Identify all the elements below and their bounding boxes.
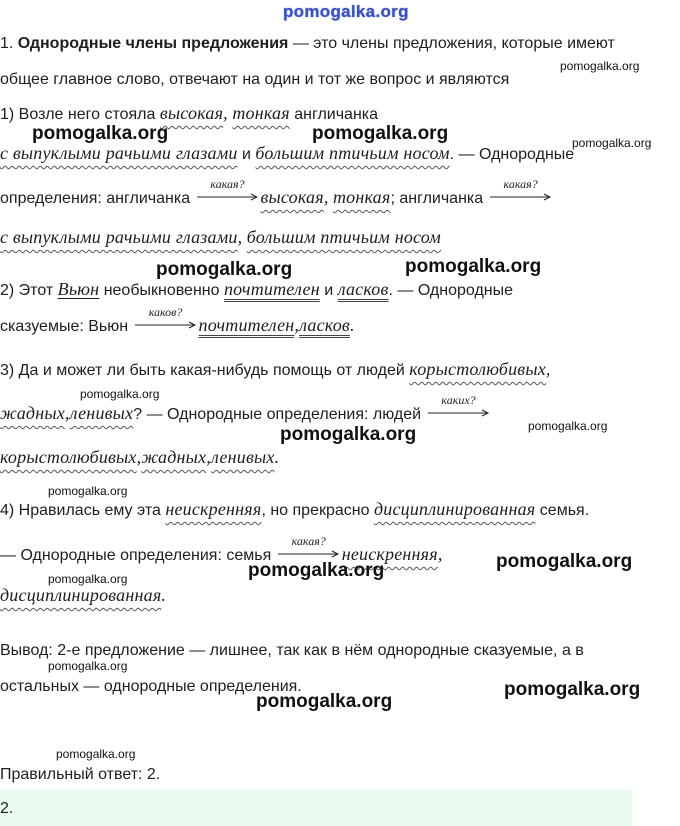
s3-end: . xyxy=(274,447,280,467)
watermark: pomogalka.org xyxy=(280,424,417,445)
s4-prefix: 4) Нравилась ему эта xyxy=(0,502,166,519)
s4-end: . xyxy=(161,585,167,605)
s1-after: англичанка xyxy=(289,106,379,123)
question-arrow-icon xyxy=(135,305,197,331)
s2-prefix: 2) Этот xyxy=(0,282,58,299)
answer-box xyxy=(0,790,632,826)
watermark: pomogalka.org xyxy=(312,123,449,144)
s1-phrase-2: большим птичьим носом xyxy=(255,143,450,163)
question-arrow-icon xyxy=(278,534,340,560)
watermark: pomogalka.org xyxy=(156,259,293,280)
task-definition-line-1 xyxy=(0,33,615,55)
s4-word-2b: дисциплинированная xyxy=(0,585,162,605)
s4-comma-b: , xyxy=(437,544,443,564)
s3-comma: , xyxy=(545,359,551,379)
s2-end: . xyxy=(349,315,355,335)
watermark-header: pomogalka.org xyxy=(283,2,409,21)
s3-word-2: жадных xyxy=(0,403,65,423)
s4-explanation-start: — Однородные определения: семья xyxy=(0,547,276,564)
sentence-3-line-3 xyxy=(0,446,279,470)
s1-phrase-1b: с выпуклыми рачьими глазами xyxy=(0,227,238,247)
s3-word-1b: корыстолюбивых xyxy=(0,447,137,467)
sentence-1-line-2 xyxy=(0,142,574,166)
s4-word-2: дисциплинированная xyxy=(373,499,536,519)
watermark: pomogalka.org xyxy=(504,679,641,700)
s1-question: какая? xyxy=(210,177,245,191)
sentence-2-line-2 xyxy=(0,305,355,338)
s2-subject: Вьюн xyxy=(57,279,100,299)
s3-question: каких? xyxy=(441,393,476,407)
watermark: pomogalka.org xyxy=(248,560,385,581)
s2-explanation-start: сказуемые: Вьюн xyxy=(0,318,133,335)
s1-mid: ; англичанка xyxy=(390,190,488,207)
s1-word-2b: тонкая xyxy=(332,187,391,207)
s3-word-3b: ленивых xyxy=(210,447,275,467)
s1-comma-b: , xyxy=(323,187,329,207)
s2-tail: . — Однородные xyxy=(388,282,514,299)
watermark: pomogalka.org xyxy=(80,387,160,401)
task-definition-text-1: — это члены предложения, которые имеют xyxy=(288,35,615,52)
correct-answer: Правильный ответ: 2. xyxy=(0,766,161,783)
s2-comma-b: , xyxy=(294,315,300,335)
s3-comma-2: , xyxy=(64,403,70,423)
s1-question-2: какая? xyxy=(503,177,538,191)
s1-phrase-1: с выпуклыми рачьими глазами xyxy=(0,143,238,163)
watermark: pomogalka.org xyxy=(48,572,128,586)
s3-word-1: корыстолюбивых xyxy=(409,359,546,379)
s4-question: какая? xyxy=(291,534,326,548)
watermark: pomogalka.org xyxy=(56,747,136,761)
s1-phrase-2b: большим птичьим носом xyxy=(246,227,441,247)
question-arrow-icon xyxy=(428,393,490,419)
sentence-1-line-3 xyxy=(0,177,554,210)
watermark: pomogalka.org xyxy=(32,123,169,144)
s2-predicate-1b: почтителен xyxy=(198,315,295,335)
s1-word-2: тонкая xyxy=(232,103,290,123)
conclusion-line-1: Вывод: 2-е предложение — лишнее, так как в нём однородные сказуемые, а в xyxy=(0,642,584,659)
conclusion-line-2: остальных — однородные определения. xyxy=(0,678,302,695)
task-definition-line-2: общее главное слово, отвечают на один и тот же вопрос и являются xyxy=(0,71,510,88)
s1-tail: . — Однородные xyxy=(449,146,575,163)
watermark: pomogalka.org xyxy=(560,59,640,73)
s1-comma-c: , xyxy=(237,227,243,247)
watermark: pomogalka.org xyxy=(256,691,393,712)
s2-mid: необыкновенно xyxy=(99,282,224,299)
s3-comma-c: , xyxy=(206,447,211,467)
sentence-3-line-1 xyxy=(0,358,551,382)
s2-question: каков? xyxy=(148,305,183,319)
watermark: pomogalka.org xyxy=(496,551,633,572)
s3-word-2b: жадных xyxy=(141,447,207,467)
s1-prefix: 1) Возле него стояла xyxy=(0,106,160,123)
s1-word-1b: высокая xyxy=(260,187,324,207)
s3-comma-b: , xyxy=(136,447,142,467)
sentence-4-line-1 xyxy=(0,498,589,522)
question-arrow-icon xyxy=(197,177,259,203)
watermark: pomogalka.org xyxy=(405,256,542,277)
s4-mid: , но прекрасно xyxy=(261,502,374,519)
watermark: pomogalka.org xyxy=(48,484,128,498)
s2-and: и xyxy=(319,282,338,299)
s1-and: и xyxy=(237,146,256,163)
watermark: pomogalka.org xyxy=(528,419,608,433)
s2-predicate-1: почтителен xyxy=(223,279,320,299)
watermark: pomogalka.org xyxy=(572,136,652,150)
task-term: Однородные члены предложения xyxy=(17,35,289,52)
answer-box-value: 2. xyxy=(0,800,14,817)
sentence-1-line-4 xyxy=(0,226,441,250)
s3-word-3: ленивых xyxy=(69,403,134,423)
question-arrow-icon xyxy=(490,177,552,203)
watermark: pomogalka.org xyxy=(48,659,128,673)
s4-tail: семья. xyxy=(535,502,590,519)
s2-predicate-2: ласков xyxy=(337,279,389,299)
sentence-2-line-1 xyxy=(0,278,513,302)
s1-word-1: высокая xyxy=(159,103,224,123)
s1-comma: , xyxy=(223,103,228,123)
s4-word-1b: неискренняя xyxy=(341,544,438,564)
task-number: 1. xyxy=(0,35,14,52)
sentence-4-line-3 xyxy=(0,584,166,608)
s2-predicate-2b: ласков xyxy=(299,315,350,335)
s1-explanation-start: определения: англичанка xyxy=(0,190,195,207)
s3-prefix: 3) Да и может ли быть какая-нибудь помощь от людей xyxy=(0,362,410,379)
s3-tail: ? — Однородные определения: людей xyxy=(133,406,426,423)
s4-word-1: неискренняя xyxy=(165,499,262,519)
